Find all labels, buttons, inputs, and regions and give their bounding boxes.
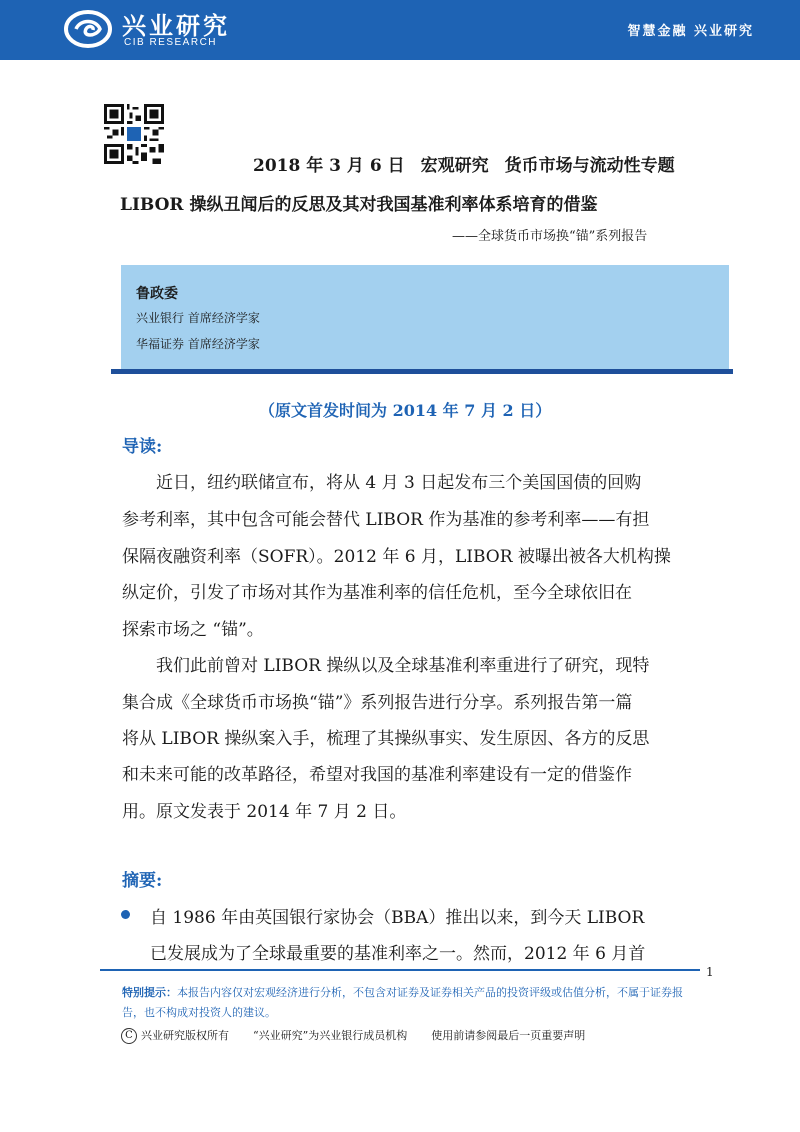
summary-heading: 摘要: xyxy=(122,871,163,891)
member-note: “兴业研究”为兴业银行成员机构 xyxy=(253,1029,408,1042)
intro-heading: 导读: xyxy=(122,437,163,457)
cib-logo-icon xyxy=(64,9,112,49)
intro-line: 集合成《全球货币市场换“锚”》系列报告进行分享。系列报告第一篇 xyxy=(122,693,633,713)
footer-divider xyxy=(100,969,700,971)
author-divider xyxy=(111,369,733,374)
intro-line: 和未来可能的改革路径，希望对我国的基准利率建设有一定的借鉴作 xyxy=(122,765,632,785)
intro-line: 保隔夜融资利率（SOFR）。2012 年 6 月，LIBOR 被曝出被各大机构操 xyxy=(122,547,671,567)
report-date: 2018 年 3 月 6 日 xyxy=(253,156,405,176)
intro-line: 用。原文发表于 2014 年 7 月 2 日。 xyxy=(122,802,407,822)
report-category: 宏观研究 xyxy=(420,156,489,176)
intro-line: 参考利率，其中包含可能会替代 LIBOR 作为基准的参考利率——有担 xyxy=(122,510,650,530)
logo-text-en: CIB RESEARCH xyxy=(124,37,218,48)
intro-line: 纵定价，引发了市场对其作为基准利率的信任危机，至今全球依旧在 xyxy=(122,583,632,603)
report-subtitle: ——全球货币市场换“锚”系列报告 xyxy=(452,229,648,244)
header-slogan: 智慧金融 兴业研究 xyxy=(627,24,754,39)
statement-note: 使用前请参阅最后一页重要声明 xyxy=(431,1029,586,1042)
intro-line: 近日，纽约联储宣布，将从 4 月 3 日起发布三个美国国债的回购 xyxy=(122,473,642,493)
logo-text-cn: 兴业研究 xyxy=(122,12,230,40)
report-title: LIBOR 操纵丑闻后的反思及其对我国基准利率体系培育的借鉴 xyxy=(120,195,598,215)
bullet-icon xyxy=(121,910,130,919)
intro-line: 探索市场之 “锚”。 xyxy=(122,620,264,640)
header-bar xyxy=(0,0,800,60)
disclaimer xyxy=(122,983,700,1023)
copyright-text: 兴业研究版权所有 xyxy=(141,1029,229,1042)
original-publish-date: （原文首发时间为 2014 年 7 月 2 日） xyxy=(259,401,552,420)
copyright-row xyxy=(121,1027,585,1044)
qr-code-icon xyxy=(104,104,164,164)
intro-line: 将从 LIBOR 操纵案入手，梳理了其操纵事实、发生原因、各方的反思 xyxy=(122,729,650,749)
disclaimer-label: 特别提示： xyxy=(122,986,177,999)
disclaimer-text: 本报告内容仅对宏观经济进行分析，不包含对证券及证券相关产品的投资评级或估值分析，不属于证券报告，也不构成对投资人的建议。 xyxy=(122,986,683,1019)
author-position: 华福证券 首席经济学家 xyxy=(136,337,260,351)
summary-line: 已发展成为了全球最重要的基准利率之一。然而，2012 年 6 月首 xyxy=(150,944,646,964)
author-box xyxy=(121,265,729,369)
author-position: 兴业银行 首席经济学家 xyxy=(136,311,260,325)
summary-line: 自 1986 年由英国银行家协会（BBA）推出以来，到今天 LIBOR xyxy=(150,908,645,928)
report-date-line xyxy=(253,151,675,176)
author-name: 鲁政委 xyxy=(136,286,178,302)
copyright-icon: C xyxy=(121,1028,137,1044)
report-topic: 货币市场与流动性专题 xyxy=(504,156,675,176)
intro-line: 我们此前曾对 LIBOR 操纵以及全球基准利率重进行了研究，现特 xyxy=(122,656,650,676)
page-number: 1 xyxy=(706,965,714,979)
